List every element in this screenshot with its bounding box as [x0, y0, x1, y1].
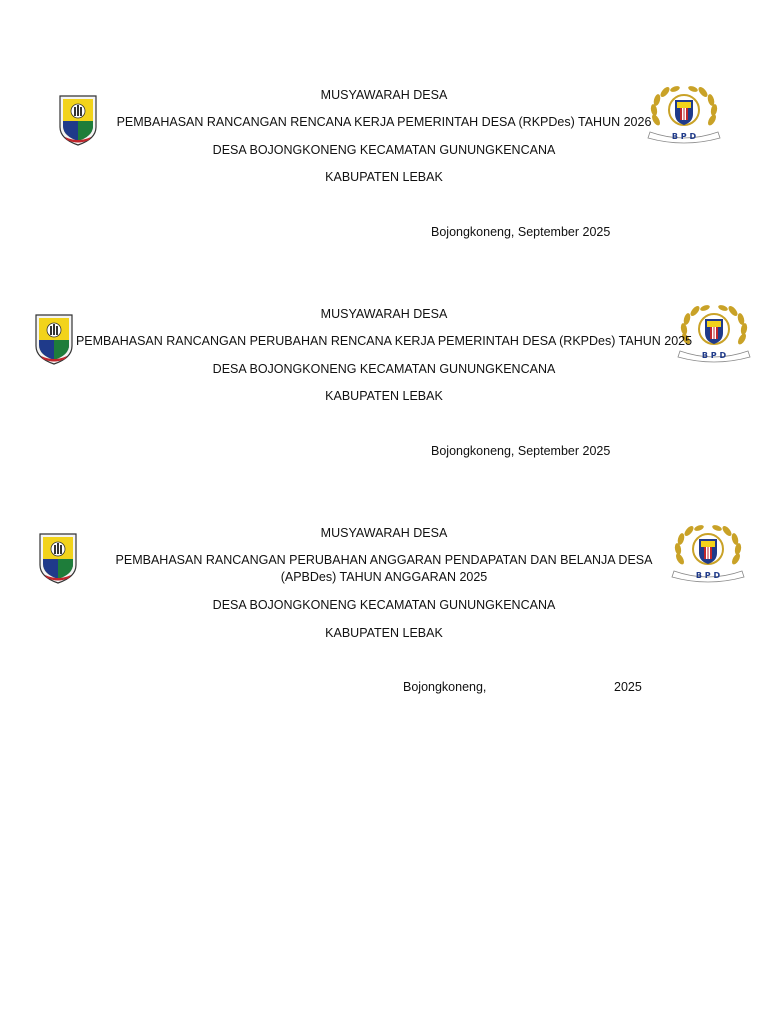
- section-1-village: DESA BOJONGKONENG KECAMATAN GUNUNGKENCANA: [212, 143, 556, 157]
- section-3-date-place: Bojongkoneng,: [403, 680, 487, 694]
- section-3-village: DESA BOJONGKONENG KECAMATAN GUNUNGKENCANA: [212, 598, 556, 612]
- section-3-regency: KABUPATEN LEBAK: [325, 626, 443, 640]
- date-place: Bojongkoneng,: [431, 444, 515, 458]
- section-3-date-year: 2025: [614, 680, 642, 694]
- section-3-subject: PEMBAHASAN RANCANGAN PERUBAHAN ANGGARAN PENDAPATAN DAN BELANJA DESA (APBDes) TAHUN ANGGARAN 2025: [115, 553, 653, 584]
- section-2-village: DESA BOJONGKONENG KECAMATAN GUNUNGKENCANA: [212, 362, 556, 376]
- section-1-regency: KABUPATEN LEBAK: [325, 170, 443, 184]
- svg-text:B P D: B P D: [695, 571, 721, 580]
- section-3-title: MUSYAWARAH DESA: [320, 526, 448, 540]
- section-2-date: [431, 443, 610, 460]
- date-place: Bojongkoneng,: [431, 225, 515, 239]
- svg-text:B P D: B P D: [701, 351, 727, 360]
- svg-text:B P D: B P D: [671, 132, 697, 141]
- section-1-title: MUSYAWARAH DESA: [320, 88, 448, 102]
- section-1-date: [431, 224, 610, 241]
- section-2-regency: KABUPATEN LEBAK: [325, 389, 443, 403]
- section-1-subject: PEMBAHASAN RANCANGAN RENCANA KERJA PEMERINTAH DESA (RKPDes) TAHUN 2026: [116, 115, 652, 129]
- date-month: September: [517, 444, 580, 458]
- section-2-subject: PEMBAHASAN RANCANGAN PERUBAHAN RENCANA KERJA PEMERINTAH DESA (RKPDes) TAHUN 2025: [75, 334, 693, 348]
- section-2-title: MUSYAWARAH DESA: [320, 307, 448, 321]
- date-year: 2025: [582, 444, 611, 458]
- date-year: 2025: [582, 225, 611, 239]
- date-month: September: [517, 225, 580, 239]
